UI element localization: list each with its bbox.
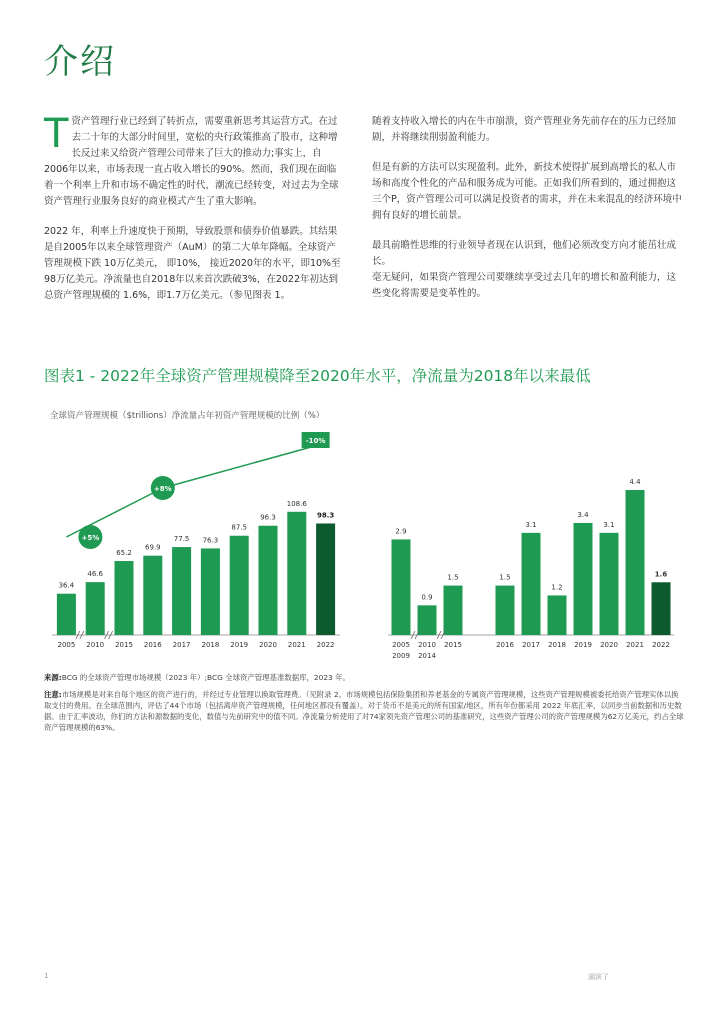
tick-label-2005: 2005 — [57, 641, 76, 649]
bar-2017 — [172, 547, 191, 635]
flow-bar-2016 — [496, 586, 515, 635]
flow-tick-label-9: 2021 — [626, 641, 644, 649]
intro-paragraph-1 — [44, 111, 342, 210]
flow-value-label-2021: 4.4 — [629, 478, 641, 486]
bar-2010 — [86, 582, 105, 635]
value-label-2017: 77.5 — [173, 535, 190, 544]
intro-paragraph-1-text: 资产管理行业已经到了转折点，需要重新思考其运营方式。在过去二十年的大部分时间里，宽松的央行政策推高了股市，这种增长反过来又给资产管理公司带来了巨大的推动力;事实上，自2006年以来，市场表现一直占收入增长的90%。然而，我们现在面临着一个利率上升和市场不确定性的时代，潮流已经转变，对过去为全球资产管理行业服务良好的商业模式产生了重大影响。 — [44, 116, 339, 207]
tick-label-2015: 2015 — [115, 641, 133, 649]
flow-value-label-2016: 1.5 — [499, 573, 511, 582]
value-label-2022: 98.3 — [316, 511, 335, 520]
flow-value-label-2018: 1.2 — [551, 583, 563, 592]
flow-value-label-2022: 1.6 — [654, 570, 668, 579]
right-paragraph-2: 但是有新的方法可以实现盈利。此外，新技术使得扩展到高增长的私人市场和高度个性化的产品和服务成为可能。正如我们所看到的，通过拥抱这三个P，资产管理公司可以满足投资者的需求，并在未来混乱的经济环境中拥有良好的增长前景。 — [372, 162, 682, 221]
flow-tick-label-6: 2018 — [548, 641, 566, 649]
flow-tick-label-1: 2010 — [418, 641, 436, 649]
intro-paragraph-2: 2022 年，利率上升速度快于预期，导致股票和债券价值暴跌。其结果是自2005年以来全球管理资产（AuM）的第二大单年降幅。全球资产管理规模下跌 10万亿美元， 即10%， 接近2020年的水平，即10%至98万亿美元。净流量也自2018年以来首次跌破3%，在2022年初达到总资产管理规模的 1.6%，即1.7万亿美元。（参见图表 1。 — [44, 226, 341, 301]
right-paragraph-3: 最具前瞻性思维的行业领导者现在认识到，他们必须改变方向才能茁壮成长。 — [372, 240, 677, 267]
bar-2018 — [201, 548, 220, 635]
figure-notes — [44, 672, 684, 739]
aum-bar-chart — [40, 425, 350, 665]
tick-label-2018: 2018 — [201, 641, 220, 649]
flow-tick-label-8: 2020 — [600, 641, 618, 649]
flow-bar-2015 — [444, 586, 463, 635]
dropcap-letter: T — [44, 111, 69, 157]
flow-tick-label-10: 2022 — [652, 641, 670, 649]
value-label-2015: 65.2 — [116, 549, 132, 558]
flow-bar-2010–2014 — [418, 605, 437, 635]
source-label: 来源: — [44, 673, 62, 682]
flow-bar-2020 — [600, 533, 619, 635]
value-label-2016: 69.9 — [145, 543, 161, 552]
flow-bar-2005–2009 — [392, 539, 411, 635]
flow-bar-2019 — [574, 523, 593, 635]
bar-2005 — [57, 594, 76, 635]
trend-line-1 — [66, 488, 162, 537]
flow-bar-2018 — [548, 595, 567, 635]
flow-bar-2017 — [522, 533, 541, 635]
right-column — [372, 114, 682, 316]
bar-2021 — [287, 512, 306, 635]
source-text: BCG 的全球资产管理市场规模（2023 年）;BCG 全球资产管理基准数据库，2023 年。 — [61, 673, 350, 682]
source-note — [44, 672, 684, 683]
bar-2016 — [143, 556, 162, 635]
flow-value-label-2010–2014: 0.9 — [421, 593, 433, 602]
tick-label-2019: 2019 — [230, 641, 249, 649]
flow-value-label-2005–2009: 2.9 — [395, 527, 407, 536]
flow-value-label-2019: 3.4 — [577, 510, 589, 519]
notes-note — [44, 689, 684, 733]
flow-tick-label-0: 2005 — [392, 641, 410, 649]
growth-badge-label-2: +8% — [153, 485, 172, 493]
flow-tick-sublabel-1: 2014 — [418, 652, 436, 660]
flow-tick-sublabel-0: 2009 — [392, 652, 410, 660]
flow-value-label-2015: 1.5 — [447, 573, 459, 582]
value-label-2020: 96.3 — [260, 513, 276, 522]
flow-tick-label-5: 2017 — [522, 641, 540, 649]
net-flow-bar-chart — [382, 425, 682, 665]
value-label-2010: 46.6 — [87, 570, 103, 579]
bar-2015 — [115, 561, 134, 635]
tick-label-2016: 2016 — [143, 641, 162, 649]
notes-label: 注意: — [44, 690, 62, 699]
page-title: 介绍 — [44, 42, 116, 82]
right-paragraph-4: 毫无疑问，如果资产管理公司要继续享受过去几年的增长和盈利能力，这些变化将需要是变革性的。 — [372, 272, 677, 299]
value-label-2019: 87.5 — [231, 523, 247, 532]
right-paragraph-1: 随着支持收入增长的内在牛市崩溃，资产管理业务先前存在的压力已经加剧，并将继续削弱盈利能力。 — [372, 116, 677, 143]
notes-text: 市场规模是对来自每个地区的资产进行的，并经过专业管理以换取管理费。（见附录 2。市场规模包括保险集团和养老基金的专属资产管理规模，这些资产管理规模被委托给资产管理实体以换取支付的费用。在全球范围内，评估了44个市场（包括离岸资产管理规模，任何地区都没有覆盖）。对于货币不是美元的所有国家/地区，所有年份都采用 2022 年底汇率，以同步当前数据和历史数据。由于汇率波动，你们的方法和源数据的变化，数值与先前研究中的值不同。净流量分析使用了对74家领先资产管理公司的基准研究，这些资产管理公司的资产管理规模为62万亿美元，约占全球资产管理规模的63%。 — [44, 690, 684, 732]
bar-2022 — [316, 523, 335, 635]
value-label-2005: 36.4 — [58, 581, 75, 590]
growth-badge-label-3: -10% — [305, 437, 326, 445]
flow-tick-label-4: 2016 — [496, 641, 514, 649]
growth-badge-label-1: +5% — [81, 534, 100, 542]
value-label-2021: 108.6 — [286, 499, 307, 508]
tick-label-2010: 2010 — [86, 641, 105, 649]
flow-tick-label-2: 2015 — [444, 641, 462, 649]
tick-label-2020: 2020 — [259, 641, 277, 649]
left-column — [44, 111, 342, 318]
figure-subtitle: 全球资产管理规模（$trillions）净流量占年初资产管理规模的比例（%） — [50, 411, 325, 421]
trend-line-2 — [163, 443, 326, 488]
bar-2019 — [230, 536, 249, 635]
flow-value-label-2020: 3.1 — [603, 520, 615, 529]
tick-label-2021: 2021 — [287, 641, 306, 649]
bar-2020 — [259, 526, 278, 635]
footer-brand: 湖滨了 — [588, 973, 609, 981]
flow-bar-2021 — [626, 490, 645, 635]
value-label-2018: 76.3 — [202, 536, 219, 545]
tick-label-2017: 2017 — [172, 641, 191, 649]
flow-bar-2022 — [652, 582, 671, 635]
flow-value-label-2017: 3.1 — [525, 520, 537, 529]
tick-label-2022: 2022 — [316, 641, 335, 649]
flow-tick-label-7: 2019 — [574, 641, 592, 649]
page-number: 1 — [44, 972, 49, 980]
figure-title: 图表1 - 2022年全球资产管理规模降至2020年水平，净流量为2018年以来最低 — [44, 367, 591, 385]
